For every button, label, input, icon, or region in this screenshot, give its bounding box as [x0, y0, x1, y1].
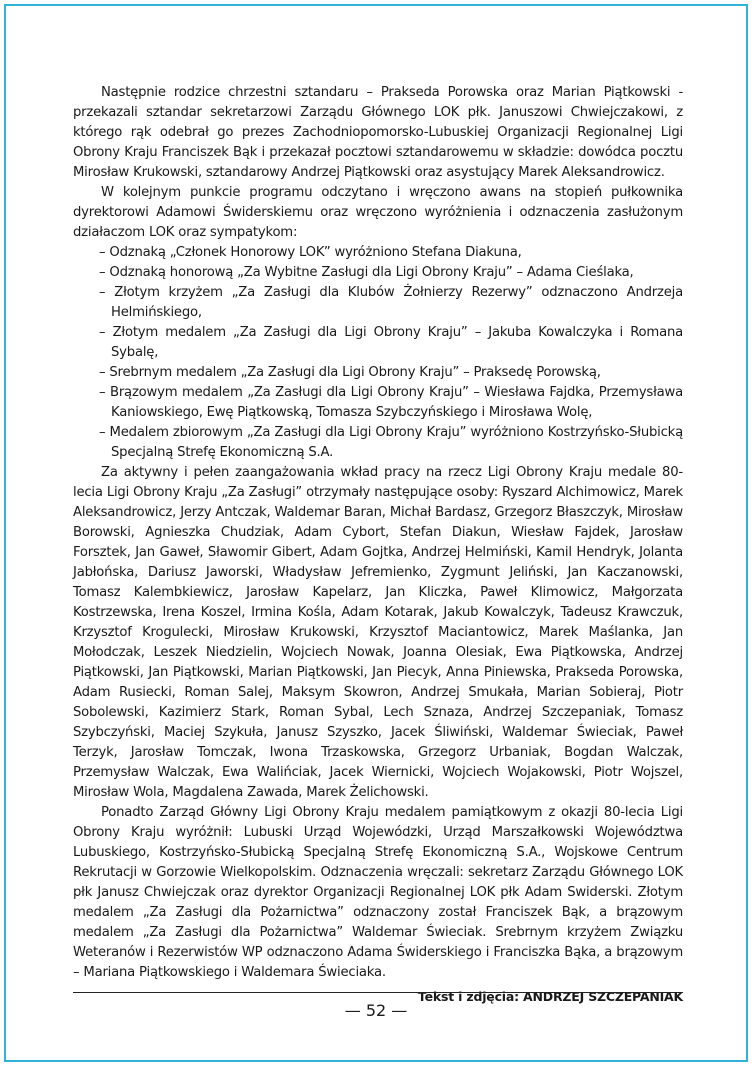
- page-number: — 52 —: [344, 1001, 408, 1020]
- author-credit: Tekst i zdjęcia: ANDRZEJ SZCZEPANIAK: [417, 989, 683, 1004]
- list-item: – Złotym krzyżem „Za Zasługi dla Klubów Żołnierzy Rezerwy” odznaczono Andrzeja Helmińskiego,: [99, 285, 683, 320]
- list-item: – Medalem zbiorowym „Za Zasługi dla Ligi Obrony Kraju” wyróżniono Kostrzyńsko-Słubicką Specjalną Strefę Ekonomiczną S.A.: [99, 425, 683, 460]
- paragraph-awards-intro: W kolejnym punkcie programu odczytano i wręczono awans na stopień pułkownika dyrektorowi Adamowi Świderskiemu oraz wręczono wyróżnienia i odznaczenia zasłużonym działaczom LOK oraz sympatykom:: [73, 185, 683, 240]
- list-item: – Srebrnym medalem „Za Zasługi dla Ligi Obrony Kraju” – Praksedę Porowską,: [99, 365, 601, 380]
- paragraph-banner-handover: Następnie rodzice chrzestni sztandaru – Prakseda Porowska oraz Marian Piątkowski - przekazali sztandar sekretarzowi Zarządu Głównego LOK płk. Januszowi Chwiejczakowi, z którego rąk odebrał go prezes Zachodniopomorsko-Lubuskiej Organizacji Regionalnej Ligi Obrony Kraju Franciszek Bąk i przekazał pocztowi sztandarowemu w składzie: dowódca pocztu Mirosław Krukowski, sztandarowy Andrzej Piątkowski oraz asystujący Marek Aleksandrowicz.: [73, 85, 683, 180]
- paragraph-medal-recipients: Za aktywny i pełen zaangażowania wkład pracy na rzecz Ligi Obrony Kraju medale 80-lecia Ligi Obrony Kraju „Za Zasługi” otrzymały następujące osoby: Ryszard Alchimowicz, Marek Aleksandrowicz, Jerzy Antczak, Waldemar Baran, Michał Bardasz, Grzegorz Błaszczyk, Mirosław Borowski, Agnieszka Chudziak, Adam Cybort, Stefan Diakun, Wiesław Fajdek, Jarosław Forsztek, Jan Gaweł, Sławomir Gibert, Adam Gojtka, Andrzej Helmiński, Kamil Hendryk, Jolanta Jabłońska, Dariusz Jaworski, Władysław Jefremienko, Zygmunt Jeliński, Jan Kaczanowski, Tomasz Kalembkiewicz, Jarosław Kapelarz, Jan Kliczka, Paweł Klimowicz, Małgorzata Kostrzewska, Irena Koszel, Irmina Kośla, Adam Kotarak, Jakub Kowalczyk, Tadeusz Krawczuk, Krzysztof Krogulecki, Mirosław Krukowski, Krzysztof Maciantowicz, Marek Maślanka, Jan Mołodczak, Leszek Niedzielin, Wojciech Nowak, Joanna Olesiak, Ewa Piątkowska, Andrzej Piątkowski, Jan Piątkowski, Marian Piątkowski, Jan Piecyk, Anna Piniewska, Prakseda Porowska, Adam Rusiecki, Roman Salej, Maksym Skowron, Andrzej Smukała, Marian Sobieraj, Piotr Sobolewski, Kazimierz Stark, Roman Sybal, Lech Sznaza, Andrzej Szczepaniak, Tomasz Szybczyński, Maciej Szykuła, Janusz Szyszko, Jacek Śliwiński, Waldemar Świeciak, Paweł Terzyk, Jarosław Tomczak, Iwona Trzaskowska, Grzegorz Urbaniak, Bogdan Walczak, Przemysław Walczak, Ewa Walińciak, Jacek Wiernicki, Wojciech Wojakowski, Piotr Wojszel, Mirosław Wola, Magdalena Zawada, Marek Żelichowski.: [73, 465, 683, 800]
- article-body: [73, 83, 683, 1007]
- page-frame: [4, 4, 748, 1062]
- list-item: – Złotym medalem „Za Zasługi dla Ligi Obrony Kraju” – Jakuba Kowalczyka i Romana Sybalę,: [99, 325, 683, 360]
- paragraph-commemorative-medals: Ponadto Zarząd Główny Ligi Obrony Kraju medalem pamiątkowym z okazji 80-lecia Ligi Obrony Kraju wyróżnił: Lubuski Urząd Wojewódzki, Urząd Marszałkowski Województwa Lubuskiego, Kostrzyńsko-Słubicką Specjalną Strefę Ekonomiczną S.A., Wojskowe Centrum Rekrutacji w Gorzowie Wielkopolskim. Odznaczenia wręczali: sekretarz Zarządu Głównego LOK płk Janusz Chwiejczak oraz dyrektor Organizacji Regionalnej LOK płk Adam Swiderski. Złotym medalem „Za Zasługi dla Pożarnictwa” odznaczony został Franciszek Bąk, a brązowym medalem „Za Zasługi dla Pożarnictwa” Waldemar Świeciak. Srebrnym krzyżem Związku Weteranów i Rezerwistów WP odznaczono Adama Świderskiego i Franciszka Bąka, a brązowym – Mariana Piątkowskiego i Waldemara Świeciaka.: [73, 805, 683, 980]
- awards-list: [73, 243, 683, 463]
- list-item: – Odznaką „Członek Honorowy LOK” wyróżniono Stefana Diakuna,: [99, 245, 522, 260]
- list-item: – Odznaką honorową „Za Wybitne Zasługi dla Ligi Obrony Kraju” – Adama Cieślaka,: [99, 265, 634, 280]
- footer-divider: [73, 992, 683, 993]
- list-item: – Brązowym medalem „Za Zasługi dla Ligi Obrony Kraju” – Wiesława Fajdka, Przemysława Kaniowskiego, Ewę Piątkowską, Tomasza Szybczyńskiego i Mirosława Wolę,: [99, 385, 683, 420]
